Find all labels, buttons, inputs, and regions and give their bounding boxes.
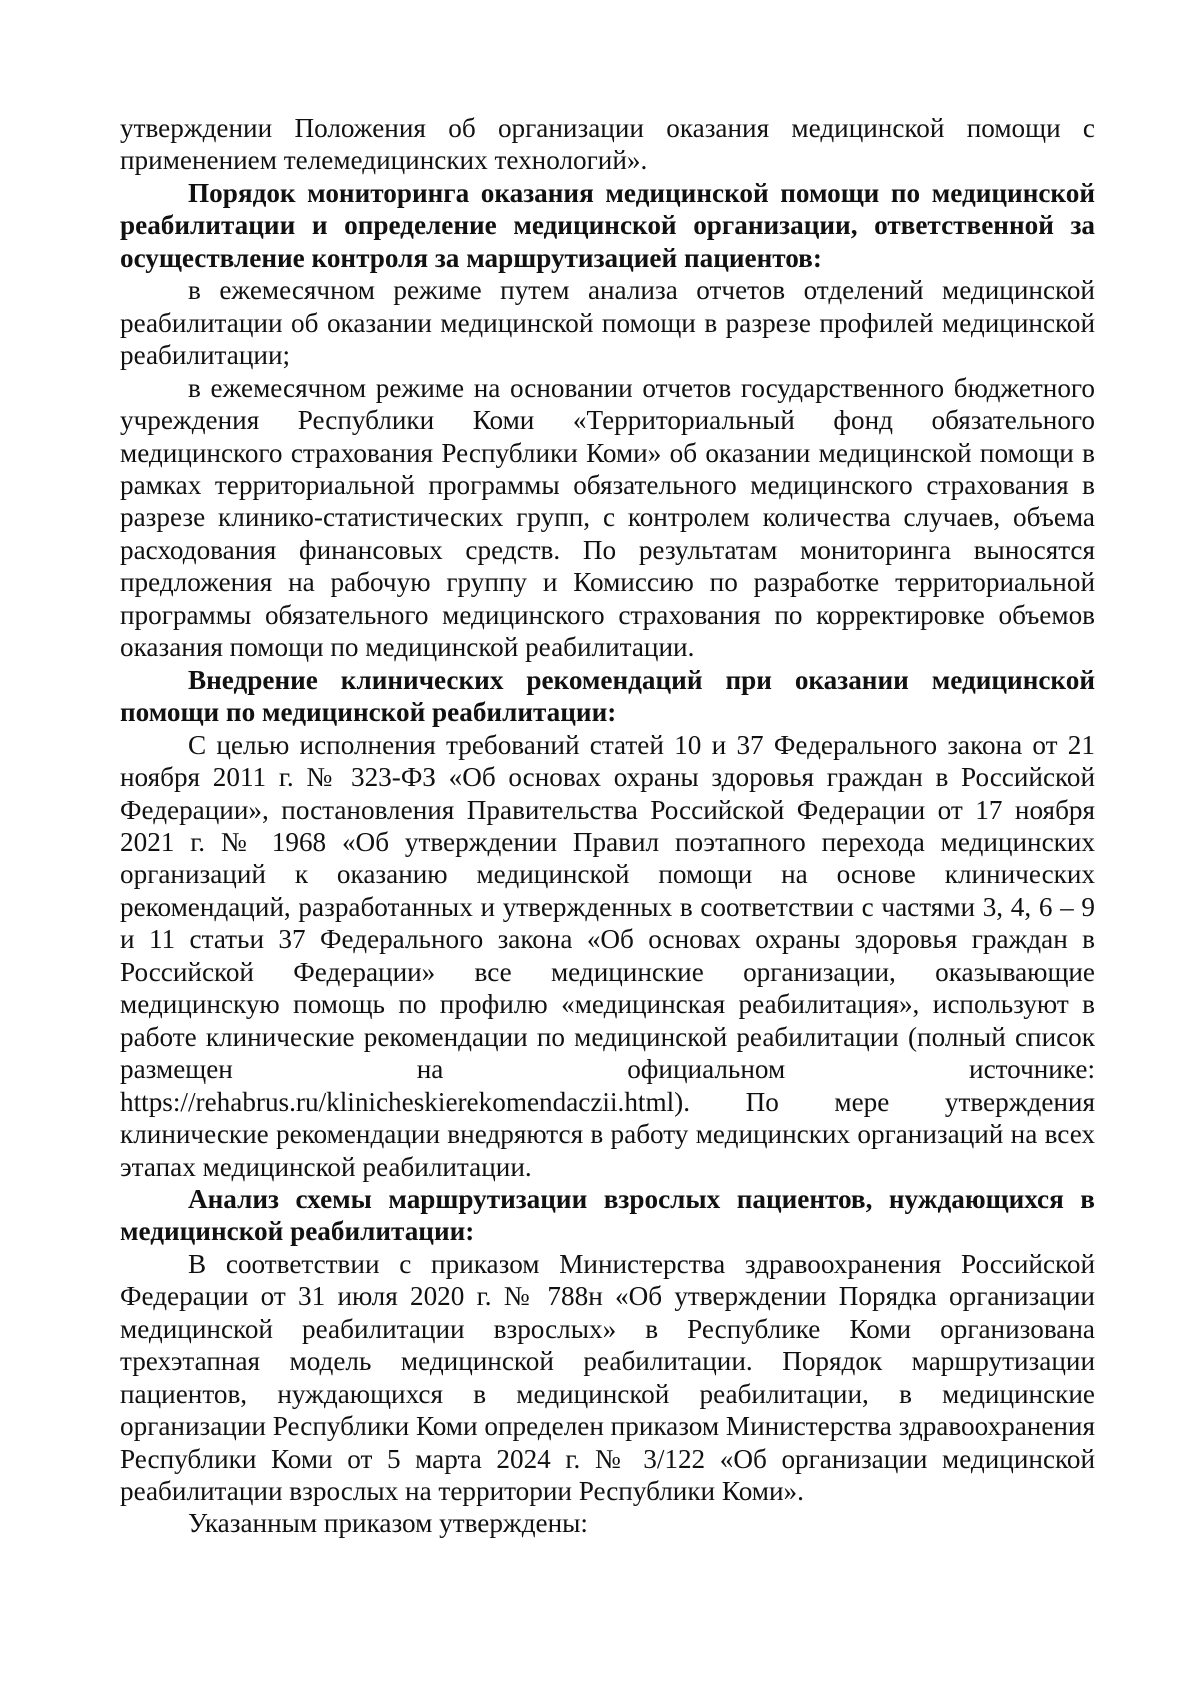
document-page bbox=[120, 112, 1095, 1540]
paragraph-routing-order: В соответствии с приказом Министерства здравоохранения Российской Федерации от 31 июля 2020 г. № 788н «Об утверждении Порядка организации медицинской реабилитации взрослых» в Республике Коми организована трехэтапная модель медицинской реабилитации. Порядок маршрутизации пациентов, нуждающихся в медицинской реабилитации, в медицинские организации Республики Коми определен приказом Министерства здравоохранения Республики Коми от 5 марта 2024 г. № 3/122 «Об организации медицинской реабилитации взрослых на территории Республики Коми». bbox=[120, 1248, 1095, 1507]
paragraph-continuation: утверждении Положения об организации оказания медицинской помощи с применением телемедицинских технологий». bbox=[120, 113, 1095, 176]
paragraph-guidelines-implementation: С целью исполнения требований статей 10 и 37 Федерального закона от 21 ноября 2011 г. № 323-ФЗ «Об основах охраны здоровья граждан в Российской Федерации», постановления Правительства Российской Федерации от 17 ноября 2021 г. № 1968 «Об утверждении Правил поэтапного перехода медицинских организаций к оказанию медицинской помощи на основе клинических рекомендаций, разработанных и утвержденных в соответствии с частями 3, 4, 6 – 9 и 11 статьи 37 Федерального закона «Об основах охраны здоровья граждан в Российской Федерации» все медицинские организации, оказывающие медицинскую помощь по профилю «медицинская реабилитация», используют в работе клинические рекомендации по медицинской реабилитации (полный список размещен на официальном источнике: https://rehabrus.ru/klinicheskierekomendaczii.html). По мере утверждения клинические рекомендации внедряются в работу медицинских организаций на всех этапах медицинской реабилитации. bbox=[120, 729, 1095, 1182]
paragraph-approved-list-intro: Указанным приказом утверждены: bbox=[188, 1508, 588, 1539]
section-heading-monitoring: Порядок мониторинга оказания медицинской помощи по медицинской реабилитации и определение медицинской организации, ответственной за осуществление контроля за маршрутизацией пациентов: bbox=[120, 177, 1095, 273]
paragraph-monthly-analysis: в ежемесячном режиме путем анализа отчетов отделений медицинской реабилитации об оказании медицинской помощи в разрезе профилей медицинской реабилитации; bbox=[120, 275, 1095, 371]
section-heading-clinical-guidelines: Внедрение клинических рекомендаций при оказании медицинской помощи по медицинской реабилитации: bbox=[120, 664, 1095, 728]
section-heading-routing-analysis: Анализ схемы маршрутизации взрослых пациентов, нуждающихся в медицинской реабилитации: bbox=[120, 1183, 1095, 1247]
paragraph-monthly-reports: в ежемесячном режиме на основании отчетов государственного бюджетного учреждения Республики Коми «Территориальный фонд обязательного медицинского страхования Республики Коми» об оказании медицинской помощи в рамках территориальной программы обязательного медицинского страхования в разрезе клинико-статистических групп, с контролем количества случаев, объема расходования финансовых средств. По результатам мониторинга выносятся предложения на рабочую группу и Комиссию по разработке территориальной программы обязательного медицинского страхования по корректировке объемов оказания помощи по медицинской реабилитации. bbox=[120, 372, 1095, 663]
